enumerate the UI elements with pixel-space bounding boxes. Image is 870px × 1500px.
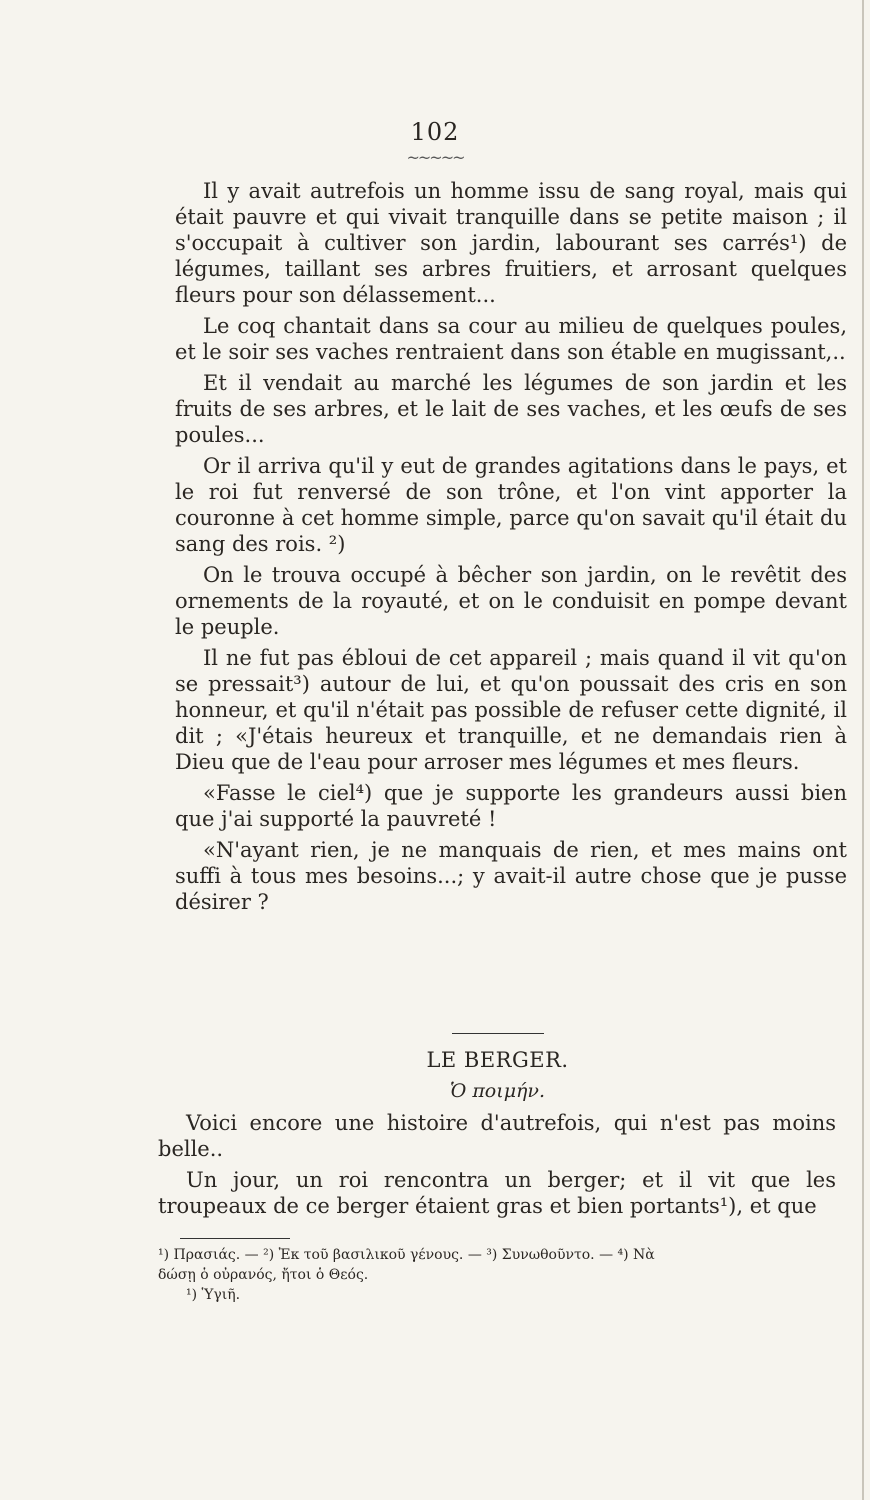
- footnote-line: ¹) Πρασιάς. — ²) Ἐκ τοῦ βασιλικοῦ γένους. — ³) Συνωθοῦντο. — ⁴) Νὰ: [158, 1247, 655, 1263]
- paragraph: «Fasse le ciel⁴) que je supporte les grandeurs aussi bien que j'ai supporté la pauvreté !: [175, 781, 847, 831]
- paragraph: Un jour, un roi rencontra un berger; et il vit que les troupeaux de ce berger étaient gras et bien portants¹), et que: [158, 1168, 836, 1218]
- paragraph: Le coq chantait dans sa cour au milieu de quelques poules, et le soir ses vaches rentraient dans son étable en mugissant,..: [175, 314, 847, 364]
- section-text: [158, 1110, 836, 1224]
- paragraph: Il y avait autrefois un homme issu de sang royal, mais qui était pauvre et qui vivait tranquille dans se petite maison ; il s'occupait à cultiver son jardin, labourant ses carrés¹) de légumes, taillant ses arbres fruitiers, et arrosant quelques fleurs pour son délassement...: [175, 179, 847, 307]
- paragraph: «N'ayant rien, je ne manquais de rien, et mes mains ont suffi à tous mes besoins...; y avait-il autre chose que je pusse désirer ?: [175, 838, 847, 914]
- section-subtitle: Ὁ ποιμήν.: [449, 1080, 546, 1102]
- paragraph: Or il arriva qu'il y eut de grandes agitations dans le pays, et le roi fut renversé de son trône, et l'on vint apporter la couronne à cet homme simple, parce qu'on savait qu'il était du sang des rois. ²): [175, 454, 847, 556]
- header-ornament: ~~~~~: [406, 148, 464, 167]
- section-divider: [452, 1033, 544, 1034]
- page-edge-shadow: [862, 0, 864, 1500]
- footnote-line: ¹) Ὑγιῆ.: [186, 1287, 241, 1303]
- main-text: [175, 178, 847, 920]
- footnote-line: δώσῃ ὁ οὐρανός, ἤτοι ὁ Θεός.: [158, 1267, 369, 1283]
- paragraph: Et il vendait au marché les légumes de son jardin et les fruits de ses arbres, et le lait de ses vaches, et les œufs de ses poules...: [175, 371, 847, 447]
- page-number: 102: [410, 118, 460, 146]
- paragraph: Voici encore une histoire d'autrefois, qui n'est pas moins belle..: [158, 1111, 836, 1161]
- footnote-rule: [180, 1238, 290, 1239]
- section-title: LE BERGER.: [426, 1048, 569, 1072]
- paragraph: Il ne fut pas ébloui de cet appareil ; mais quand il vit qu'on se pressait³) autour de lui, et qu'on poussait des cris en son honneur, et qu'il n'était pas possible de refuser cette dignité, il dit ; «J'étais heureux et tranquille, et ne demandais rien à Dieu que de l'eau pour arroser mes légumes et mes fleurs.: [175, 646, 847, 774]
- footnotes: [158, 1245, 848, 1305]
- paragraph: On le trouva occupé à bêcher son jardin, on le revêtit des ornements de la royauté, et on le conduisit en pompe devant le peuple.: [175, 563, 847, 639]
